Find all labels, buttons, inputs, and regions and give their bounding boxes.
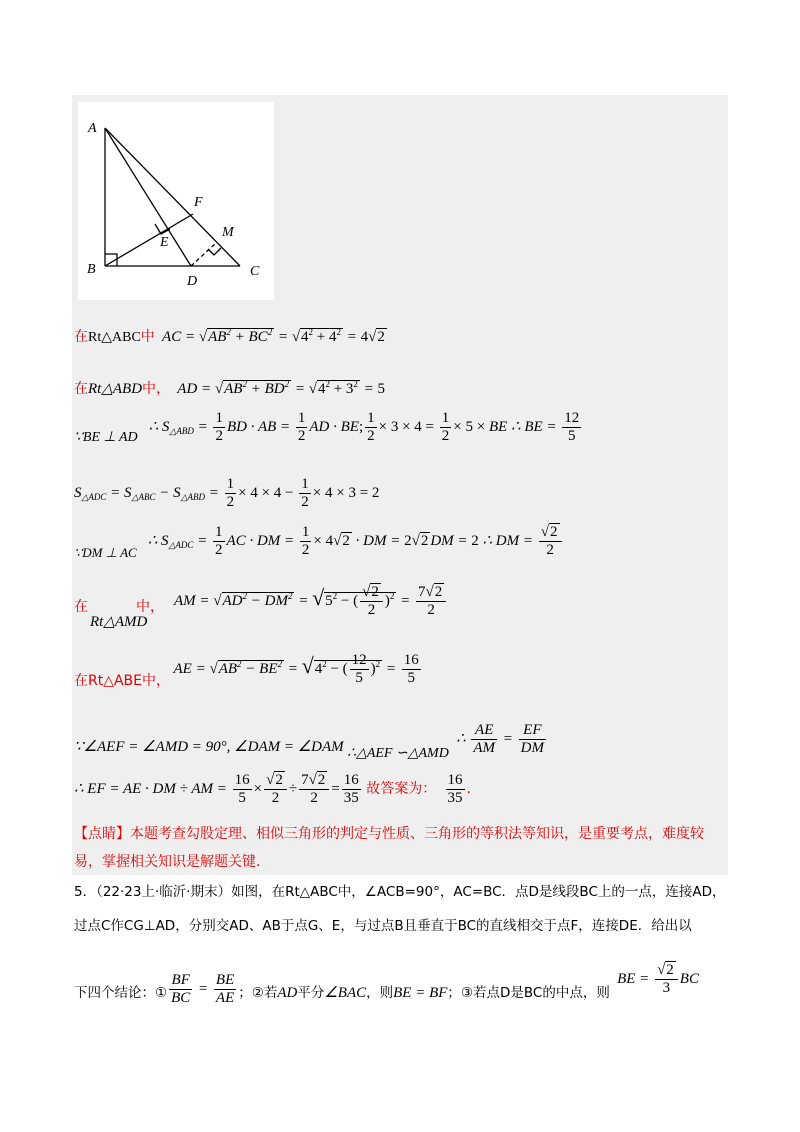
formula-ef: ∴ EF = AE · DM ÷ AM = $\frac{16}{5}$ × $\frac{√2}{2}$ ÷ $\frac{7√2}{2}$ = $\frac{16}{35}$ — [74, 772, 359, 806]
triangle-name: Rt△AMD — [90, 614, 148, 630]
formula-area-adc: $S_{\triangle ADC} = S_{\triangle ABC} - S_{\triangle ABD}$ = $\frac{1}{2}$ × 4 × 4 − $\frac{1}{2}$ × 4 × 3 = 2 — [74, 476, 380, 510]
label-F: F — [194, 195, 203, 210]
comment-text-2: 易，掌握相关知识是解题关键. — [74, 854, 261, 870]
comment-tag: 【点睛】 — [74, 826, 130, 842]
label-M: M — [222, 225, 234, 240]
triangle-name: Rt△ABD — [88, 381, 143, 397]
problem-5-line-1: 5．（22·23上·临沂·期末）如图，在Rt△ABC中，∠ACB=90°，AC=BC．点D是线段BC上的一点，连接AD， — [74, 884, 726, 900]
comment-block — [74, 820, 734, 876]
conclusion-1-formula: $\frac{BF}{BC}$ = $\frac{BE}{AE}$ — [171, 972, 235, 1006]
formula-ac: AC = $√AB^2 + BC^2 = √4^2 + 4^2 = 4√2$ — [158, 327, 385, 345]
formula-dm: ∴ $S_{\triangle ADC}$ = $\frac{1}{2}$ AC · DM = $\frac{1}{2}$ × 4√2 · DM = 2√2 DM = 2 ∴ DM = $\frac{√2}{2}$ — [140, 533, 563, 549]
problem-5-line-3: 下四个结论：① $\frac{BF}{BC}$ = $\frac{BE}{AE}$ ；②若AD平分∠BAC，则BE = BF；③若点D是BC的中点，则 BE = $\frac{√2}{3}$ BC — [74, 962, 699, 1006]
problem-5-line-2: 过点C作CG⊥AD，分别交AD、AB于点G、E，与过点B且垂直于BC的直线相交于点F，连接DE．给出以 — [74, 918, 692, 934]
similar-triangles: ∴△AEF ∽△AMD — [347, 745, 449, 761]
condition-be-perp-ad: ∵BE ⊥ AD — [74, 429, 138, 445]
geometry-figure — [78, 102, 274, 300]
answer-value: $\frac{16}{35}$ — [447, 772, 463, 806]
comment-text-1: 本题考查勾股定理、相似三角形的判定与性质、三角形的等积法等知识，是重要考点，难度较 — [130, 826, 704, 842]
step-4 — [74, 476, 379, 511]
formula-ratio: ∴ $\frac{AE}{AM}$ = $\frac{EF}{DM}$ — [452, 722, 544, 756]
formula-ae: AE = $√AB^2 - BE^2 = √4^2$ − ( $\frac{12}{5}$ )$^2$ = $\frac{16}{5}$ — [173, 652, 419, 686]
label-A: A — [88, 121, 97, 136]
step-2: 在Rt△ABD中， AD = $√AB^2 + BD^2 = √4^2 + 3^2 = 5$ — [74, 379, 386, 397]
step-3 — [74, 410, 583, 455]
step-8 — [74, 722, 548, 761]
label-B: B — [87, 262, 96, 277]
formula-ad: AD = $√AB^2 + BD^2 = √4^2 + 3^2 = 5$ — [173, 379, 386, 397]
formula-area-abd: ∴ $S_{\triangle ABD}$ = $\frac{1}{2}$ BD · AB = $\frac{1}{2}$ AD · BE; $\frac{1}{2}$ × 3 × 4 = $\frac{1}{2}$ × 5 × BE ∴ BE = $\frac{12}{5}$ — [141, 410, 580, 444]
formula-am: AM = $√AD^2 - DM^2 = √5^2$ − ( $\frac{√2}{2}$ )$^2$ = $\frac{7√2}{2}$ — [174, 584, 448, 619]
step-7: 在Rt△ABE中， AE = $√AB^2 - BE^2 = √4^2$ − ( $\frac{12}{5}$ )$^2$ = $\frac{16}{5}$ — [74, 652, 423, 687]
conclusion-3-formula: BE = $\frac{√2}{3}$ BC — [613, 962, 699, 996]
condition-angles: ∵∠AEF = ∠AMD = 90°, ∠DAM = ∠DAM — [74, 738, 344, 755]
triangle-diagram — [78, 102, 274, 300]
label-E: E — [160, 235, 169, 250]
label-C: C — [250, 264, 260, 279]
triangle-name: Rt△ABC — [88, 330, 141, 345]
step-1: 在Rt△ABC中 AC = $√AB^2 + BC^2 = √4^2 + 4^2 = 4√2$ — [74, 327, 385, 345]
step-9: ∴ EF = AE · DM ÷ AM = $\frac{16}{5}$ × $\frac{√2}{2}$ ÷ $\frac{7√2}{2}$ = $\frac{16}{35}$ 故答案为： $\frac{16}{35}$ . — [74, 772, 471, 806]
step-5 — [74, 524, 564, 571]
answer-label: 故答案为： — [366, 780, 437, 797]
label-D: D — [187, 274, 198, 289]
condition-dm-perp-ac: ∵DM ⊥ AC — [74, 544, 137, 560]
